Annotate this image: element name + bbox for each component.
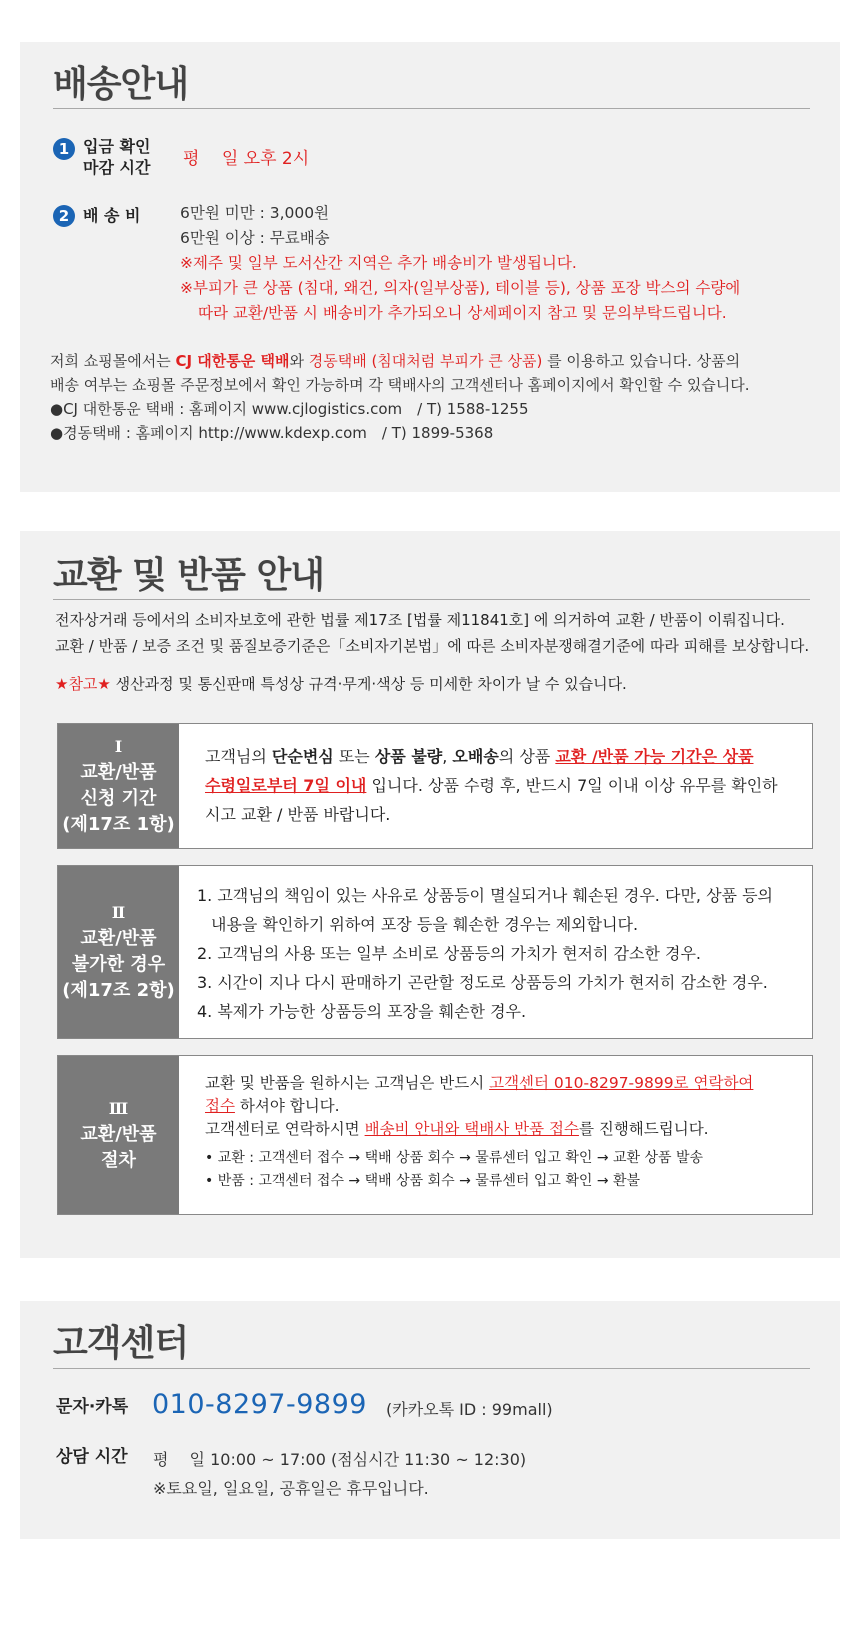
holiday-note: ※토요일, 일요일, 공휴일은 휴무입니다.	[153, 1479, 429, 1498]
not-allowed-box-header: Ⅱ 교환/반품 불가한 경우 (제17조 2항)	[58, 866, 179, 1038]
cs-panel	[20, 1301, 840, 1539]
cs-title: 고객센터	[53, 1323, 189, 1364]
fee-note-island: ※제주 및 일부 도서산간 지역은 추가 배송비가 발생됩니다.	[180, 254, 577, 272]
note-mark: ★참고★	[55, 675, 111, 693]
procedure-box	[57, 1055, 813, 1215]
deadline-value: 평 일 오후 2시	[183, 149, 310, 169]
delivery-title: 배송안내	[53, 64, 189, 105]
cj-carrier: CJ 대한통운 택배	[175, 352, 290, 370]
number-one-icon: 1	[53, 138, 75, 160]
list-item: 4. 복제가 가능한 상품등의 포장을 훼손한 경우.	[197, 1002, 527, 1021]
procedure-box-header: Ⅲ 교환/반품 절차	[58, 1056, 179, 1214]
not-allowed-list	[197, 881, 798, 1026]
period-box-body: 고객님의 단순변심 또는 상품 불량, 오배송의 상품 교환 /반품 가능 기간은 상품 수령일로부터 7일 이내 입니다. 상품 수령 후, 반드시 7일 이내 이상 유무를 확인하 시고 교환 / 반품 바랍니다.	[205, 747, 778, 824]
kd-contact: ●경동택배 : 홈페이지 http://www.kdexp.com / T) 1899-5368	[50, 424, 494, 442]
fee-row	[53, 203, 793, 333]
list-item: 1. 고객님의 책임이 있는 사유로 상품등이 멸실되거나 훼손된 경우. 다만, 상품 등의	[197, 886, 773, 905]
list-item: 2. 고객님의 사용 또는 일부 소비로 상품등의 가치가 현저히 감소한 경우.	[197, 944, 701, 963]
exchange-title: 교환 및 반품 안내	[53, 555, 325, 596]
procedure-body: 교환 및 반품을 원하시는 고객님은 반드시 고객센터 010-8297-9899로 연락하여 접수 하셔야 합니다. 고객센터로 연락하시면 배송비 안내와 택배사 반품 접수를 진행해드립니다. • 교환 : 고객센터 접수 → 택배 상품 회수 → 물류센터 입고 확인 → 교환 상품 발송 • 반품 : 고객센터 접수 → 택배 상품 회수 → 물류센터 입고 확인 → 환불	[205, 1072, 798, 1193]
cs-phone[interactable]: 010-8297-9899	[152, 1389, 367, 1420]
cj-contact: ●CJ 대한통운 택배 : 홈페이지 www.cjlogistics.com / T) 1588-1255	[50, 400, 529, 418]
hours-label: 상담 시간	[56, 1447, 128, 1467]
exchange-intro: 전자상거래 등에서의 소비자보호에 관한 법률 제17조 [법률 제11841호] 에 의거하여 교환 / 반품이 이뤄집니다. 교환 / 반품 / 보증 조건 및 품질보증기준은「소비자기본법」에 따른 소비자분쟁해결기준에 따라 피해를 보상합니다.	[55, 611, 810, 655]
exchange-flow: • 교환 : 고객센터 접수 → 택배 상품 회수 → 물류센터 입고 확인 → 교환 상품 발송	[205, 1150, 704, 1166]
fee-over: 6만원 이상 : 무료배송	[180, 229, 330, 247]
not-allowed-box	[57, 865, 813, 1039]
delivery-divider	[53, 108, 810, 109]
kd-carrier: 경동택배 (침대처럼 부피가 큰 상품)	[308, 352, 543, 370]
fee-note-bulky: ※부피가 큰 상품 (침대, 왜건, 의자(일부상품), 테이블 등), 상품 포장 박스의 수량에	[180, 279, 741, 297]
hours-value: 평 일 10:00 ~ 17:00 (점심시간 11:30 ~ 12:30)	[153, 1450, 527, 1469]
period-box-header: Ⅰ 교환/반품 신청 기간 (제17조 1항)	[58, 724, 179, 848]
cs-phone-link[interactable]: 고객센터 010-8297-9899로 연락하여	[489, 1074, 754, 1092]
carrier-info: 저희 쇼핑몰에서는 CJ 대한통운 택배와 경동택배 (침대처럼 부피가 큰 상품) 를 이용하고 있습니다. 상품의 배송 여부는 쇼핑몰 주문정보에서 확인 가능하며 각 택배사의 고객센터나 홈페이지에서 확인할 수 있습니다. ●CJ 대한통운 택배 : 홈페이지 www.cjlogistics.com / T) 1588-1255 ●경동택배 : 홈페이지 http://www.kdexp.com / T) 1899-5368	[50, 349, 830, 445]
fee-label: 배 송 비	[83, 206, 141, 225]
deadline-row	[53, 136, 793, 186]
contact-label: 문자·카톡	[56, 1397, 129, 1417]
list-item: 3. 시간이 지나 다시 판매하기 곤란할 정도로 상품등의 가치가 현저히 감소한 경우.	[197, 973, 768, 992]
delivery-panel	[20, 42, 840, 492]
fee-under: 6만원 미만 : 3,000원	[180, 204, 330, 222]
exchange-note: ★참고★ 생산과정 및 통신판매 특성상 규격·무게·색상 등 미세한 차이가 날 수 있습니다.	[55, 675, 627, 693]
exchange-panel	[20, 531, 840, 1258]
list-item: 내용을 확인하기 위하여 포장 등을 훼손한 경우는 제외합니다.	[211, 915, 639, 934]
number-two-icon: 2	[53, 205, 75, 227]
exchange-divider	[53, 599, 810, 600]
cs-divider	[53, 1368, 810, 1369]
refund-flow: • 반품 : 고객센터 접수 → 택배 상품 회수 → 물류센터 입고 확인 → 환불	[205, 1173, 641, 1189]
period-box	[57, 723, 813, 849]
deadline-label: 입금 확인 마감 시간	[83, 137, 151, 177]
fee-details	[180, 201, 800, 326]
fee-note-bulky-cont: 따라 교환/반품 시 배송비가 추가되오니 상세페이지 참고 및 문의부탁드립니다.	[198, 304, 727, 322]
kakao-id: (카카오톡 ID : 99mall)	[386, 1400, 553, 1419]
